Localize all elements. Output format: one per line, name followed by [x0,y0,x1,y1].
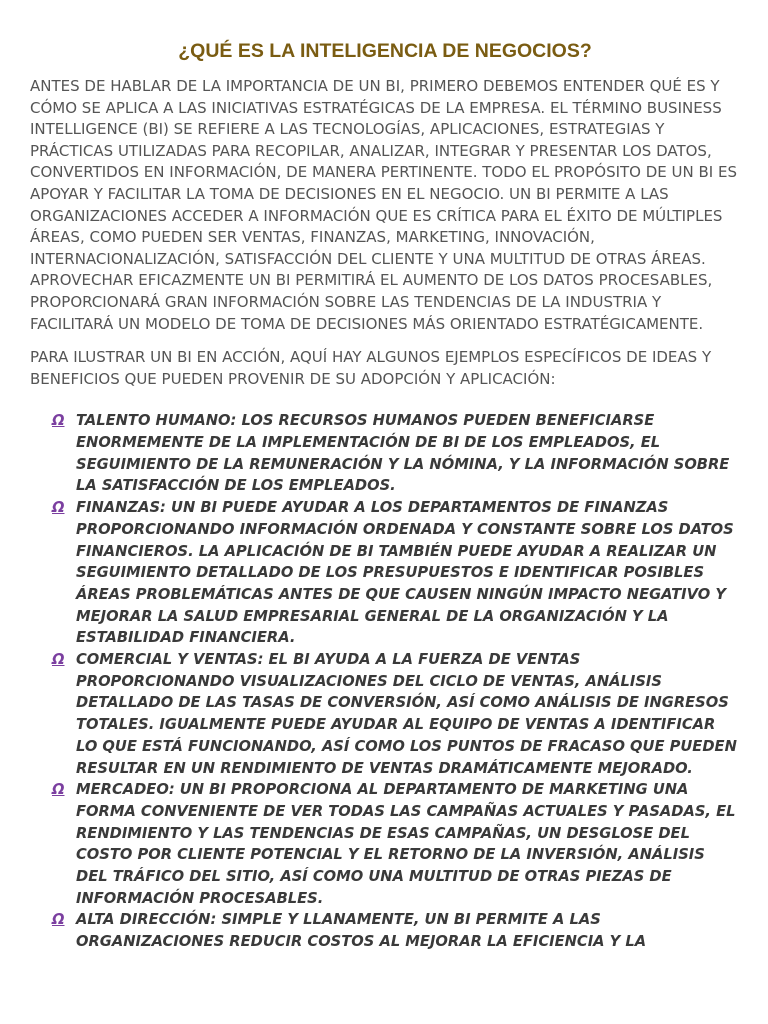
list-item-alta-direccion [30,909,740,952]
list-item-text: ALTA DIRECCIÓN: SIMPLE Y LLANAMENTE, UN BI PERMITE A LAS ORGANIZACIONES REDUCIR COSTOS AL MEJORAR LA EFICIENCIA Y LA [76,911,647,951]
omega-bullet-link-icon[interactable]: Ω [52,499,65,517]
list-item-text: FINANZAS: UN BI PUEDE AYUDAR A LOS DEPARTAMENTOS DE FINANZAS PROPORCIONANDO INFORMACIÓN ORDENADA Y CONSTANTE SOBRE LOS DATOS FINANCIEROS. LA APLICACIÓN DE BI TAMBIÉN PUEDE AYUDAR A REALIZAR UN SEGUIMIENTO DETALLADO DE LOS PRESUPUESTOS E IDENTIFICAR POSIBLES ÁREAS PROBLEMÁTICAS ANTES DE QUE CAUSEN NINGÚN IMPACTO NEGATIVO Y MEJORAR LA SALUD EMPRESARIAL GENERAL DE LA ORGANIZACIÓN Y LA ESTABILIDAD FINANCIERA. [76,499,734,647]
list-item-text: COMERCIAL Y VENTAS: EL BI AYUDA A LA FUERZA DE VENTAS PROPORCIONANDO VISUALIZACIONES DEL CICLO DE VENTAS, ANÁLISIS DETALLADO DE LAS TASAS DE CONVERSIÓN, ASÍ COMO ANÁLISIS DE INGRESOS TOTALES. IGUALMENTE PUEDE AYUDAR AL EQUIPO DE VENTAS A IDENTIFICAR LO QUE ESTÁ FUNCIONANDO, ASÍ COMO LOS PUNTOS DE FRACASO QUE PUEDEN RESULTAR EN UN RENDIMIENTO DE VENTAS DRAMÁTICAMENTE MEJORADO. [76,651,737,777]
list-item-finanzas [30,497,740,649]
benefits-list [30,410,740,953]
list-item-talento-humano [30,410,740,497]
intro-paragraph: ANTES DE HABLAR DE LA IMPORTANCIA DE UN BI, PRIMERO DEBEMOS ENTENDER QUÉ ES Y CÓMO SE APLICA A LAS INICIATIVAS ESTRATÉGICAS DE LA EMPRESA. EL TÉRMINO BUSINESS INTELLIGENCE (BI) SE REFIERE A LAS TECNOLOGÍAS, APLICACIONES, ESTRATEGIAS Y PRÁCTICAS UTILIZADAS PARA RECOPILAR, ANALIZAR, INTEGRAR Y PRESENTAR LOS DATOS, CONVERTIDOS EN INFORMACIÓN, DE MANERA PERTINENTE. TODO EL PROPÓSITO DE UN BI ES APOYAR Y FACILITAR LA TOMA DE DECISIONES EN EL NEGOCIO. UN BI PERMITE A LAS ORGANIZACIONES ACCEDER A INFORMACIÓN QUE ES CRÍTICA PARA EL ÉXITO DE MÚLTIPLES ÁREAS, COMO PUEDEN SER VENTAS, FINANZAS, MARKETING, INNOVACIÓN, INTERNACIONALIZACIÓN, SATISFACCIÓN DEL CLIENTE Y UNA MULTITUD DE OTRAS ÁREAS. APROVECHAR EFICAZMENTE UN BI PERMITIRÁ EL AUMENTO DE LOS DATOS PROCESABLES, PROPORCIONARÁ GRAN INFORMACIÓN SOBRE LAS TENDENCIAS DE LA INDUSTRIA Y FACILITARÁ UN MODELO DE TOMA DE DECISIONES MÁS ORIENTADO ESTRATÉGICAMENTE. [30,77,737,333]
page-title: ¿QUÉ ES LA INTELIGENCIA DE NEGOCIOS? [178,40,592,62]
omega-bullet-link-icon[interactable]: Ω [52,781,65,799]
examples-intro-paragraph: PARA ILUSTRAR UN BI EN ACCIÓN, AQUÍ HAY ALGUNOS EJEMPLOS ESPECÍFICOS DE IDEAS Y BENEFICIOS QUE PUEDEN PROVENIR DE SU ADOPCIÓN Y APLICACIÓN: [30,348,712,388]
omega-bullet-link-icon[interactable]: Ω [52,911,65,929]
document-page [30,38,740,953]
list-item-mercadeo [30,779,740,909]
list-item-text: TALENTO HUMANO: LOS RECURSOS HUMANOS PUEDEN BENEFICIARSE ENORMEMENTE DE LA IMPLEMENTACIÓN DE BI DE LOS EMPLEADOS, EL SEGUIMIENTO DE LA REMUNERACIÓN Y LA NÓMINA, Y LA INFORMACIÓN SOBRE LA SATISFACCIÓN DE LOS EMPLEADOS. [76,412,730,495]
list-item-text: MERCADEO: UN BI PROPORCIONA AL DEPARTAMENTO DE MARKETING UNA FORMA CONVENIENTE DE VER TODAS LAS CAMPAÑAS ACTUALES Y PASADAS, EL RENDIMIENTO Y LAS TENDENCIAS DE ESAS CAMPAÑAS, UN DESGLOSE DEL COSTO POR CLIENTE POTENCIAL Y EL RETORNO DE LA INVERSIÓN, ANÁLISIS DEL TRÁFICO DEL SITIO, ASÍ COMO UNA MULTITUD DE OTRAS PIEZAS DE INFORMACIÓN PROCESABLES. [76,781,736,907]
list-item-comercial-ventas [30,649,740,779]
omega-bullet-link-icon[interactable]: Ω [52,412,65,430]
omega-bullet-link-icon[interactable]: Ω [52,651,65,669]
